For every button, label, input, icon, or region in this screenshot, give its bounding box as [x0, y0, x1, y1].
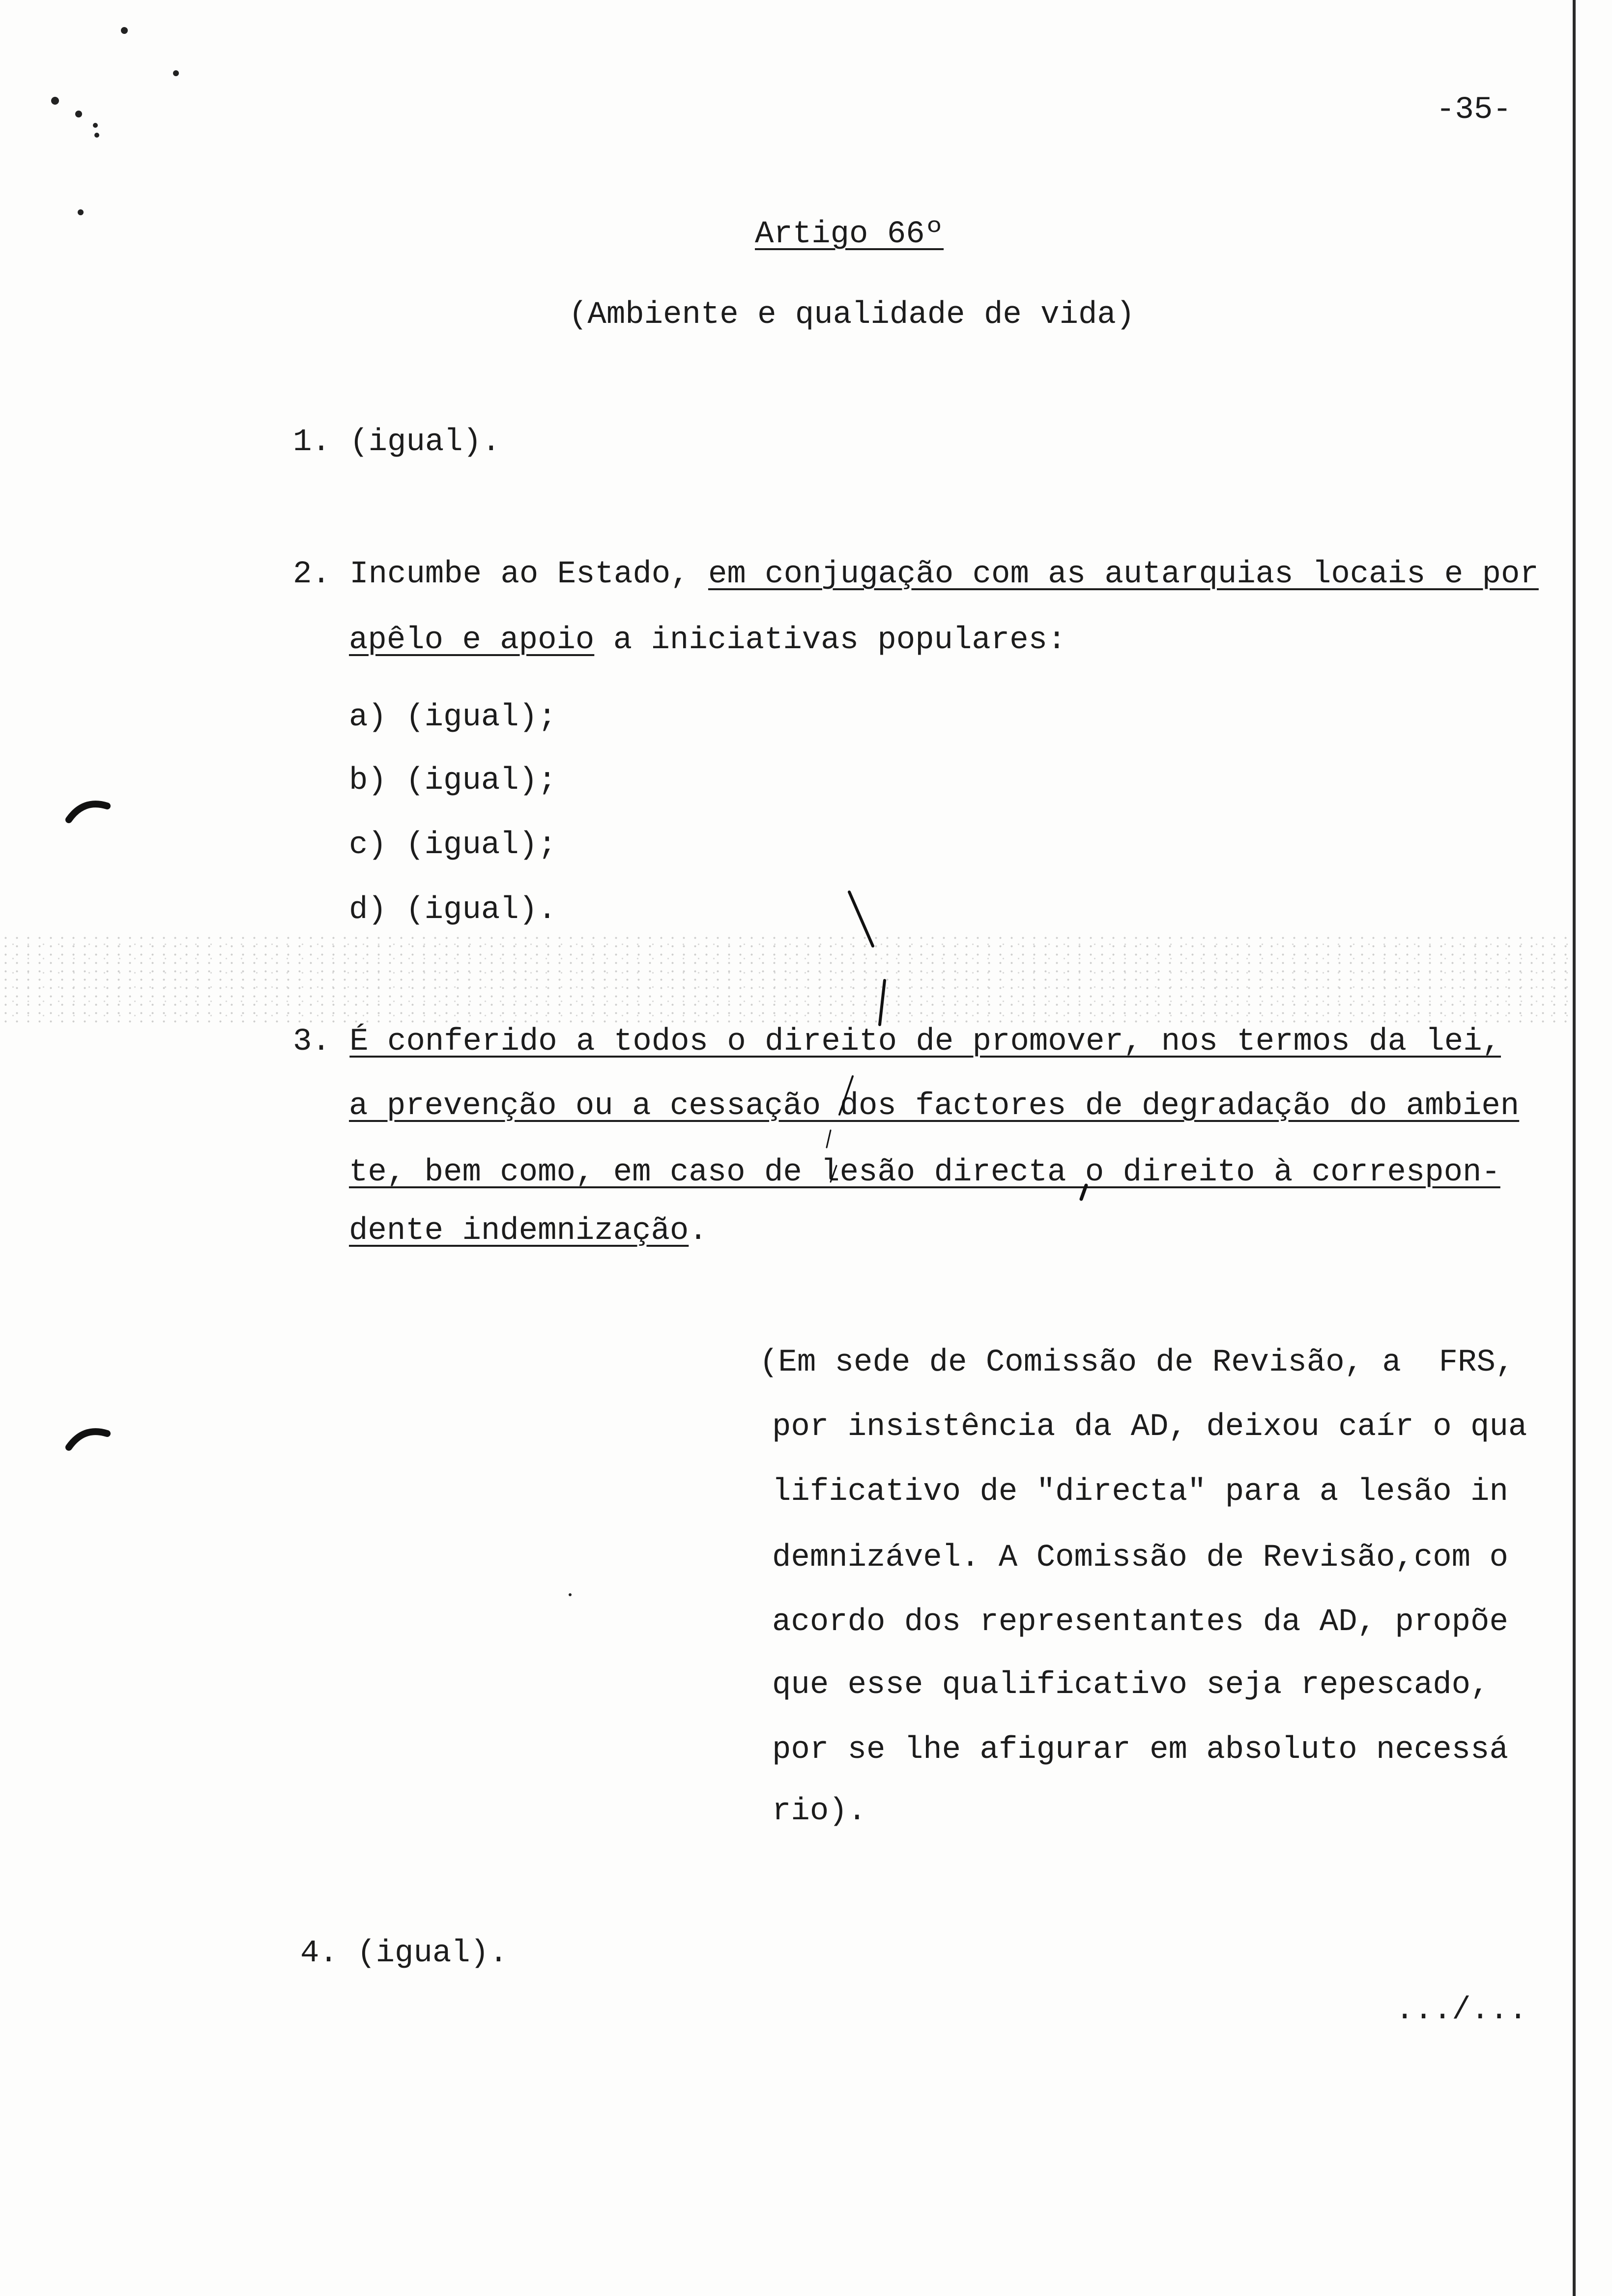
item-3-line-1	[293, 1022, 1501, 1062]
corner-mark-upper	[69, 804, 107, 820]
page-number: -35-	[1436, 92, 1512, 128]
speck	[569, 1593, 572, 1596]
item-3-underlined-text: É conferido a todos o direito de promover, nos termos da lei,	[349, 1024, 1501, 1060]
article-title: Artigo 66º	[755, 217, 944, 252]
item-2-underlined-phrase-2: apêlo e apoio	[349, 623, 595, 658]
note-line-1: (Em sede de Comissão de Revisão, a FRS,	[759, 1345, 1515, 1380]
item-3-line-4	[349, 1211, 708, 1251]
scan-specks	[51, 27, 572, 1596]
note-line-7: por se lhe afigurar em absoluto necessá	[772, 1732, 1508, 1768]
note-line-6: que esse qualificativo seja repescado,	[772, 1667, 1490, 1703]
item-3-period: .	[689, 1213, 708, 1249]
note-line-3: lificativo de "directa" para a lesão in	[772, 1474, 1508, 1510]
item-1: 1. (igual).	[293, 425, 501, 460]
corner-mark-lower	[69, 1432, 107, 1447]
item-2-underlined-phrase: em conjugação com as autarquias locais e por	[708, 557, 1539, 592]
speck	[51, 97, 59, 105]
pen-stroke-tick	[827, 1130, 831, 1148]
speck	[94, 133, 99, 138]
item-3-underlined-end: dente indemnização	[349, 1213, 689, 1249]
item-2-line-2	[349, 621, 1066, 660]
note-line-2: por insistência da AD, deixou caír o qua	[772, 1409, 1527, 1445]
item-3-line-2: a prevenção ou a cessação dos factores de degradação do ambien	[349, 1089, 1520, 1124]
subitem-a: a) (igual);	[349, 700, 557, 735]
speck	[173, 70, 179, 76]
item-3-lead: 3.	[293, 1024, 350, 1060]
subitem-c: c) (igual);	[349, 828, 557, 863]
speck	[75, 111, 82, 117]
item-2-lead: 2. Incumbe ao Estado,	[293, 557, 708, 592]
article-subtitle: (Ambiente e qualidade de vida)	[569, 297, 1135, 333]
note-line-5: acordo dos representantes da AD, propõe	[772, 1605, 1508, 1640]
scan-noise-band	[0, 934, 1573, 1027]
subitem-b: b) (igual);	[349, 763, 557, 799]
note-line-4: demnizável. A Comissão de Revisão,com o	[772, 1540, 1508, 1576]
note-line-8: rio).	[772, 1794, 867, 1829]
item-2-line-1	[293, 555, 1539, 594]
continuation-mark: .../...	[1395, 1993, 1527, 2028]
speck	[93, 123, 98, 128]
speck	[121, 27, 128, 34]
subitem-d: d) (igual).	[349, 892, 557, 928]
item-2-rest: a iniciativas populares:	[594, 623, 1066, 658]
item-3-line-3: te, bem como, em caso de lesão directa o direito à correspon-	[349, 1155, 1500, 1190]
page-edge-line	[1573, 0, 1576, 2296]
speck	[78, 209, 84, 215]
item-4: 4. (igual).	[300, 1936, 508, 1971]
